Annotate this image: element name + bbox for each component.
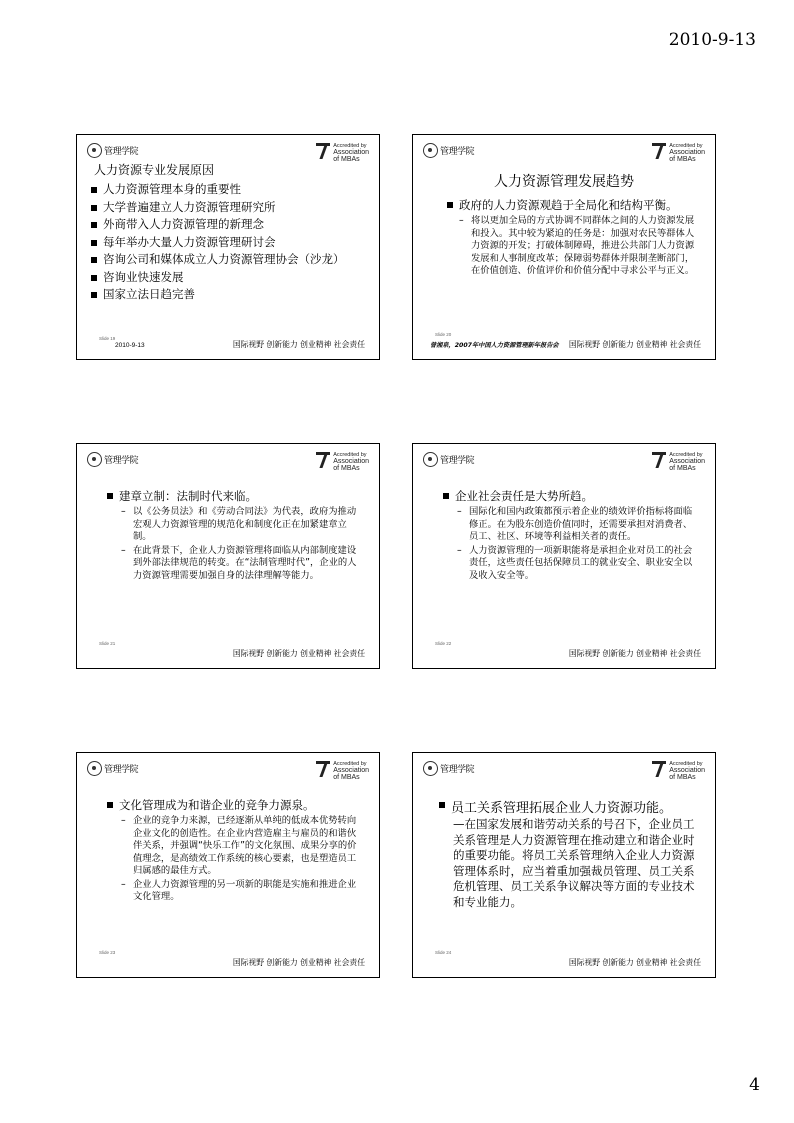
slide-slogan: 国际视野 创新能力 创业精神 社会责任 xyxy=(232,340,365,349)
sub-point: – 以《公务员法》和《劳动合同法》为代表，政府为推动宏观人力资源管理的规范化和制度化正在加紧建章立制。 xyxy=(121,506,361,544)
school-logo xyxy=(87,143,138,158)
amba-line-1: Accredited by xyxy=(333,761,367,767)
slide-number: Slide 24 xyxy=(435,950,452,955)
amba-line-2: Association xyxy=(669,458,705,465)
amba-line-3: of MBAs xyxy=(333,156,360,163)
amba-mark-icon xyxy=(316,452,330,468)
sub-point: —在国家发展和谐劳动关系的号召下，企业员工关系管理是人力资源管理在推动建立和谐企业时的重要功能。将员工关系管理纳入企业人力资源管理体系时，应当着重加强裁员管理、员工关系危机管理、员工关系争议解决等方面的专业技术和专业能力。 xyxy=(453,817,695,909)
main-point: 员工关系管理拓展企业人力资源功能。 xyxy=(439,797,701,816)
sub-point: – 国际化和国内政策都预示着企业的绩效评价指标将面临修正。在为股东创造价值同时，还需要承担对消费者、员工、社区、环境等利益相关者的责任。 xyxy=(457,506,697,544)
school-logo-text: 管理学院 xyxy=(440,456,475,466)
main-point: 企业社会责任是大势所趋。 xyxy=(443,488,701,504)
school-logo-text: 管理学院 xyxy=(440,147,475,157)
sub-point: – 企业人力资源管理的另一项新的职能是实施和推进企业文化管理。 xyxy=(121,879,361,904)
amba-line-1: Accredited by xyxy=(669,143,703,149)
bullet-item: 每年举办大量人力资源管理研讨会 xyxy=(91,234,369,252)
school-seal-icon xyxy=(87,143,102,158)
slide-number: Slide 22 xyxy=(435,641,452,646)
school-logo-text: 管理学院 xyxy=(104,456,139,466)
amba-line-2: Association xyxy=(669,149,705,156)
main-point: 文化管理成为和谐企业的竞争力源泉。 xyxy=(107,797,365,813)
amba-line-2: Association xyxy=(669,767,705,774)
main-point: 建章立制：法制时代来临。 xyxy=(107,488,365,504)
main-point: 政府的人力资源观趋于全局化和结构平衡。 xyxy=(447,197,701,213)
slide-slogan: 国际视野 创新能力 创业精神 社会责任 xyxy=(568,958,701,967)
slide-thumbnail-6[interactable] xyxy=(412,752,716,978)
amba-line-2: Association xyxy=(333,149,369,156)
amba-line-2: Association xyxy=(333,767,369,774)
slide-slogan: 国际视野 创新能力 创业精神 社会责任 xyxy=(568,340,701,349)
amba-line-3: of MBAs xyxy=(333,465,360,472)
school-logo-text: 管理学院 xyxy=(104,147,139,157)
amba-logo xyxy=(652,761,705,781)
sub-point-list xyxy=(459,215,697,279)
slide-thumbnail-1[interactable] xyxy=(76,134,380,360)
slide-title: 人力资源管理发展趋势 xyxy=(494,174,634,190)
slide-number: Slide 19 xyxy=(99,336,116,341)
amba-logo xyxy=(652,143,705,163)
page-number: 4 xyxy=(749,1075,760,1095)
bullet-item: 国家立法日趋完善 xyxy=(91,286,369,304)
bullet-item: 咨询业快速发展 xyxy=(91,269,369,287)
slide-thumbnail-2[interactable] xyxy=(412,134,716,360)
slide-number: Slide 23 xyxy=(99,950,116,955)
page-date: 2010-9-13 xyxy=(668,30,756,50)
amba-line-1: Accredited by xyxy=(669,761,703,767)
bullet-item: 大学普遍建立人力资源管理研究所 xyxy=(91,199,369,217)
slide-slogan: 国际视野 创新能力 创业精神 社会责任 xyxy=(568,649,701,658)
bullet-item: 咨询公司和媒体成立人力资源管理协会（沙龙） xyxy=(91,251,369,269)
slide-number: Slide 20 xyxy=(435,332,452,337)
school-logo xyxy=(87,761,138,776)
school-logo xyxy=(87,452,138,467)
bullet-list xyxy=(91,181,369,304)
amba-mark-icon xyxy=(652,143,666,159)
amba-mark-icon xyxy=(652,761,666,777)
slide-thumbnail-5[interactable] xyxy=(76,752,380,978)
school-seal-icon xyxy=(87,452,102,467)
amba-line-1: Accredited by xyxy=(669,452,703,458)
sub-point-list xyxy=(121,506,361,583)
slide-thumbnail-4[interactable] xyxy=(412,443,716,669)
slide-footer-date: 2010-9-13 xyxy=(115,342,145,349)
amba-line-1: Accredited by xyxy=(333,452,367,458)
amba-mark-icon xyxy=(316,761,330,777)
bullet-item: 人力资源管理本身的重要性 xyxy=(91,181,369,199)
slide-slogan: 国际视野 创新能力 创业精神 社会责任 xyxy=(232,958,365,967)
amba-line-3: of MBAs xyxy=(333,774,360,781)
amba-line-3: of MBAs xyxy=(669,465,696,472)
sub-point: – 人力资源管理的一项新职能将是承担企业对员工的社会责任，这些责任包括保障员工的就业安全、职业安全以及收入安全等。 xyxy=(457,545,697,583)
slide-number: Slide 21 xyxy=(99,641,116,646)
amba-line-3: of MBAs xyxy=(669,774,696,781)
sub-point-list xyxy=(121,815,361,905)
sub-point: – 将以更加全局的方式协调不同群体之间的人力资源发展和投入。其中较为紧迫的任务是：加强对农民等群体人力资源的开发；打破体制障碍，推进公共部门人力资源发展和人事制度改革；保障弱势群体并限制垄断部门，在价值创造、价值评价和价值分配中寻求公平与正义。 xyxy=(459,215,697,278)
sub-point: – 在此背景下，企业人力资源管理将面临从内部制度建设到外部法律规范的转变。在“法制管理时代”，企业的人力资源管理需要加强自身的法律理解等能力。 xyxy=(121,545,361,583)
sub-point: – 企业的竞争力来源，已经逐渐从单纯的低成本优势转向企业文化的创造性。在企业内营造雇主与雇员的和谐伙伴关系，并强调“快乐工作”的文化氛围、成果分享的价值理念，是高绩效工作系统的核心要素，也是塑造员工归属感的最佳方式。 xyxy=(121,815,361,878)
slide-slogan: 国际视野 创新能力 创业精神 社会责任 xyxy=(232,649,365,658)
school-logo xyxy=(423,452,474,467)
school-seal-icon xyxy=(423,761,438,776)
school-logo xyxy=(423,761,474,776)
amba-mark-icon xyxy=(652,452,666,468)
school-logo-text: 管理学院 xyxy=(440,765,475,775)
school-seal-icon xyxy=(87,761,102,776)
amba-line-2: Association xyxy=(333,458,369,465)
bullet-item: 外商带入人力资源管理的新理念 xyxy=(91,216,369,234)
amba-logo xyxy=(316,452,369,472)
school-seal-icon xyxy=(423,143,438,158)
amba-line-3: of MBAs xyxy=(669,156,696,163)
sub-point-list xyxy=(457,506,697,583)
slide-thumbnail-3[interactable] xyxy=(76,443,380,669)
slide-source: 曾湘泉，2007年中国人力资源管理新年报告会 xyxy=(430,342,559,349)
school-logo xyxy=(423,143,474,158)
amba-mark-icon xyxy=(316,143,330,159)
slide-heading: 人力资源专业发展原因 xyxy=(94,163,215,177)
school-seal-icon xyxy=(423,452,438,467)
amba-logo xyxy=(316,143,369,163)
school-logo-text: 管理学院 xyxy=(104,765,139,775)
amba-logo xyxy=(316,761,369,781)
amba-line-1: Accredited by xyxy=(333,143,367,149)
amba-logo xyxy=(652,452,705,472)
